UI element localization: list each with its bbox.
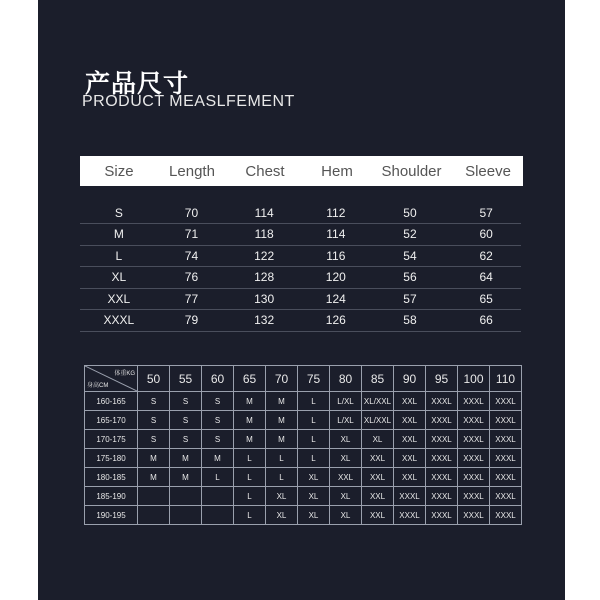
cell-size: XXXL	[103, 313, 135, 327]
fit-cell: S	[202, 430, 234, 449]
fit-cell: XXL	[394, 392, 426, 411]
fit-cell: M	[266, 430, 298, 449]
height-label: 180-185	[85, 468, 138, 487]
fit-cell: L	[234, 468, 266, 487]
fit-cell: S	[170, 392, 202, 411]
fit-cell: XL	[330, 449, 362, 468]
fit-cell: L	[266, 468, 298, 487]
fit-cell: XXL	[394, 430, 426, 449]
fit-cell: XXXL	[490, 468, 522, 487]
cell-chest: 128	[254, 270, 275, 284]
size-table-row	[80, 224, 521, 246]
cell-hem: 112	[326, 205, 346, 220]
cell-chest: 132	[254, 313, 275, 327]
header-hem: Hem	[321, 162, 353, 180]
fit-cell: L/XL	[330, 392, 362, 411]
fit-cell: XXXL	[426, 487, 458, 506]
cell-length: 71	[184, 227, 199, 241]
weight-header: 80	[330, 366, 362, 392]
cell-hem: 124	[325, 291, 346, 306]
height-label: 170-175	[85, 430, 138, 449]
weight-header: 90	[394, 366, 426, 392]
fit-cell	[202, 487, 234, 506]
size-table-header	[80, 156, 523, 186]
cell-chest: 114	[254, 205, 274, 220]
size-table-row	[80, 267, 521, 289]
fit-cell: XL/XXL	[362, 392, 394, 411]
fit-cell: M	[266, 392, 298, 411]
size-table-row	[80, 310, 521, 332]
fit-cell: S	[170, 411, 202, 430]
fit-cell: XXL	[362, 506, 394, 525]
fit-cell: L	[234, 487, 266, 506]
cell-hem: 120	[325, 270, 346, 284]
fit-cell	[138, 506, 170, 525]
fit-cell	[138, 487, 170, 506]
fit-row	[85, 506, 522, 525]
height-label: 190-195	[85, 506, 138, 525]
header-length: Length	[169, 162, 215, 180]
fit-row	[85, 430, 522, 449]
header-shoulder: Shoulder	[381, 162, 442, 180]
cell-sleeve: 65	[479, 291, 493, 306]
weight-header: 70	[266, 366, 298, 392]
fit-cell: XXXL	[458, 430, 490, 449]
fit-cell: M	[170, 468, 202, 487]
fit-cell: S	[170, 430, 202, 449]
fit-cell: XXXL	[394, 487, 426, 506]
cell-sleeve: 62	[479, 248, 493, 263]
cell-chest: 122	[254, 248, 275, 263]
fit-cell: L	[298, 392, 330, 411]
fit-cell	[170, 487, 202, 506]
fit-cell	[170, 506, 202, 525]
fit-cell: XL	[330, 430, 362, 449]
fit-cell: XXXL	[458, 506, 490, 525]
fit-cell: S	[138, 411, 170, 430]
fit-cell: M	[202, 449, 234, 468]
title-chinese: 产品尺寸	[85, 69, 190, 98]
fit-cell: S	[138, 430, 170, 449]
fit-cell: XL/XXL	[362, 411, 394, 430]
fit-cell: S	[202, 392, 234, 411]
fit-cell: XXXL	[458, 487, 490, 506]
cell-hem: 116	[326, 248, 346, 263]
fit-cell: XXXL	[426, 449, 458, 468]
cell-size: S	[114, 205, 123, 220]
fit-cell: XXL	[362, 449, 394, 468]
weight-header: 100	[458, 366, 490, 392]
cell-size: M	[113, 227, 124, 241]
corner-height-label: 身高CM	[87, 383, 109, 389]
cell-length: 70	[184, 205, 199, 220]
fit-cell: M	[170, 449, 202, 468]
height-label: 160-165	[85, 392, 138, 411]
cell-shoulder: 56	[403, 270, 417, 284]
fit-cell: XXL	[394, 468, 426, 487]
fit-cell: XXXL	[490, 449, 522, 468]
fit-cell: XXXL	[426, 430, 458, 449]
fit-cell: M	[234, 392, 266, 411]
cell-hem: 114	[326, 227, 346, 241]
fit-cell: XXL	[330, 468, 362, 487]
fit-cell: XXL	[394, 411, 426, 430]
weight-header: 65	[234, 366, 266, 392]
fit-cell: XXXL	[490, 506, 522, 525]
weight-header: 55	[170, 366, 202, 392]
fit-cell: XL	[298, 506, 330, 525]
size-table-row	[80, 245, 521, 267]
fit-cell: XXL	[394, 449, 426, 468]
fit-row	[85, 411, 522, 430]
cell-chest: 118	[254, 227, 274, 241]
corner-weight-label: 体重KG	[114, 371, 135, 377]
fit-cell: XXXL	[458, 392, 490, 411]
cell-sleeve: 64	[479, 270, 493, 284]
fit-cell: S	[202, 411, 234, 430]
fit-cell: XL	[266, 487, 298, 506]
fit-cell: XXXL	[426, 392, 458, 411]
fit-cell: M	[234, 411, 266, 430]
cell-length: 79	[184, 313, 199, 327]
cell-shoulder: 57	[403, 291, 417, 306]
cell-sleeve: 66	[479, 313, 493, 327]
cell-size: XXL	[107, 291, 131, 306]
cell-length: 74	[184, 248, 199, 263]
fit-cell: XXL	[362, 468, 394, 487]
cell-hem: 126	[325, 313, 346, 327]
height-label: 175-180	[85, 449, 138, 468]
cell-length: 76	[184, 270, 199, 284]
cell-chest: 130	[254, 291, 275, 306]
cell-sleeve: 60	[479, 227, 493, 241]
weight-header: 85	[362, 366, 394, 392]
fit-cell: L	[266, 449, 298, 468]
cell-length: 77	[184, 291, 199, 306]
fit-cell: XL	[362, 430, 394, 449]
weight-header: 95	[426, 366, 458, 392]
height-label: 185-190	[85, 487, 138, 506]
fit-cell: L	[202, 468, 234, 487]
fit-cell: XXXL	[458, 411, 490, 430]
fit-cell: L	[298, 430, 330, 449]
weight-header: 50	[138, 366, 170, 392]
fit-cell: XL	[330, 487, 362, 506]
fit-cell: XXXL	[490, 487, 522, 506]
cell-size: XL	[111, 270, 127, 284]
header-sleeve: Sleeve	[465, 162, 511, 180]
fit-cell: M	[138, 449, 170, 468]
fit-row	[85, 449, 522, 468]
size-table-row	[80, 202, 521, 224]
fit-cell: XXXL	[490, 430, 522, 449]
fit-cell: M	[138, 468, 170, 487]
fit-cell: M	[266, 411, 298, 430]
fit-cell: L	[298, 449, 330, 468]
fit-row	[85, 392, 522, 411]
fit-cell: M	[234, 430, 266, 449]
size-table-row	[80, 288, 521, 310]
fit-cell: XXXL	[426, 411, 458, 430]
header-chest: Chest	[245, 162, 285, 180]
weight-header: 75	[298, 366, 330, 392]
cell-shoulder: 54	[403, 248, 417, 263]
weight-header: 110	[490, 366, 522, 392]
fit-row	[85, 487, 522, 506]
cell-shoulder: 58	[403, 313, 417, 327]
fit-cell: XL	[266, 506, 298, 525]
header-size: Size	[104, 162, 134, 180]
height-label: 165-170	[85, 411, 138, 430]
fit-cell: XXXL	[394, 506, 426, 525]
fit-cell: XL	[330, 506, 362, 525]
size-chart-panel	[38, 0, 565, 600]
fit-cell: XXL	[362, 487, 394, 506]
cell-size: L	[115, 248, 123, 263]
fit-cell: XXXL	[490, 411, 522, 430]
fit-row	[85, 468, 522, 487]
fit-cell: XL	[298, 468, 330, 487]
title-english: PRODUCT MEASLFEMENT	[82, 93, 295, 110]
fit-cell: XXXL	[458, 468, 490, 487]
cell-sleeve: 57	[479, 205, 493, 220]
fit-cell: L	[298, 411, 330, 430]
fit-cell: XL	[298, 487, 330, 506]
corner-cell	[85, 366, 138, 392]
fit-cell: L/XL	[330, 411, 362, 430]
fit-cell: L	[234, 449, 266, 468]
fit-cell: XXXL	[426, 506, 458, 525]
fit-cell: XXXL	[458, 449, 490, 468]
fit-cell: XXXL	[490, 392, 522, 411]
cell-shoulder: 50	[403, 205, 417, 220]
fit-cell: L	[234, 506, 266, 525]
cell-shoulder: 52	[403, 227, 417, 241]
weight-header: 60	[202, 366, 234, 392]
fit-cell: XXXL	[426, 468, 458, 487]
fit-cell	[202, 506, 234, 525]
height-weight-fit-table	[84, 365, 522, 525]
fit-cell: S	[138, 392, 170, 411]
